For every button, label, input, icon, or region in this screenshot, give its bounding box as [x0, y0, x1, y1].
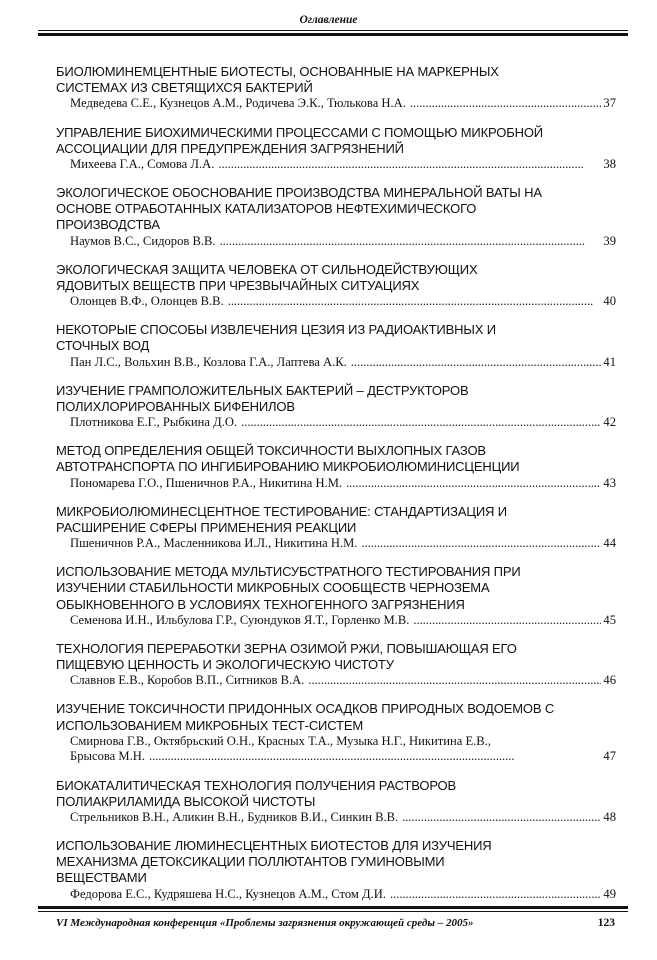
footer-rule — [38, 911, 628, 912]
toc-entry-title: НЕКОТОРЫЕ СПОСОБЫ ИЗВЛЕЧЕНИЯ ЦЕЗИЯ ИЗ РАДИОАКТИВНЫХ И СТОЧНЫХ ВОД — [56, 322, 496, 354]
toc-entry — [56, 383, 616, 431]
footer-conference: VI Международная конференция «Проблемы загрязнения окружающей среды – 2005» — [56, 917, 474, 929]
toc-entry-page: 42 — [603, 415, 616, 430]
toc-entry-authors: Стрельников В.Н., Аликин В.Н., Будников В.И., Синкин В.В. — [70, 809, 399, 824]
toc-entry-line — [56, 673, 616, 689]
toc-entry-page: 39 — [603, 233, 616, 248]
toc-entry-title: ИСПОЛЬЗОВАНИЕ ЛЮМИНЕСЦЕНТНЫХ БИОТЕСТОВ ДЛЯ ИЗУЧЕНИЯ МЕХАНИЗМА ДЕТОКСИКАЦИИ ПОЛЛЮТАНТОВ ГУМИНОВЫМИ ВЕЩЕСТВАМИ — [56, 838, 492, 886]
toc-entry-line — [56, 415, 616, 431]
toc-entry — [56, 701, 616, 765]
toc-entry — [56, 64, 616, 112]
header-rule-thick — [38, 33, 628, 36]
toc-entry — [56, 504, 616, 552]
toc-entry — [56, 564, 616, 628]
table-of-contents — [56, 64, 616, 915]
toc-entry-page: 47 — [603, 749, 616, 764]
dot-leader — [390, 887, 601, 903]
dot-leader — [218, 157, 601, 173]
dot-leader — [351, 355, 602, 371]
dot-leader — [361, 536, 601, 552]
toc-entry-authors: Олонцев В.Ф., Олонцев В.В. — [70, 294, 224, 309]
toc-entry-title: ИЗУЧЕНИЕ ГРАМПОЛОЖИТЕЛЬНЫХ БАКТЕРИЙ – ДЕСТРУКТОРОВ ПОЛИХЛОРИРОВАННЫХ БИФЕНИЛОВ — [56, 382, 469, 414]
toc-entry-authors: Пшеничнов Р.А., Масленникова И.Л., Никитина Н.М. — [70, 536, 358, 551]
toc-entry — [56, 322, 616, 370]
toc-entry-line — [56, 887, 616, 903]
toc-entry-authors: Славнов Е.В., Коробов В.П., Ситников В.А. — [70, 673, 305, 688]
footer-page-number: 123 — [597, 917, 615, 929]
toc-entry-authors: Брысова М.Н. — [70, 749, 145, 764]
toc-entry-page: 48 — [603, 809, 616, 824]
dot-leader — [308, 673, 601, 689]
toc-entry-authors: Наумов В.С., Сидоров В.В. — [70, 233, 216, 248]
toc-entry-page: 37 — [603, 96, 616, 111]
toc-entry-page: 40 — [603, 294, 616, 309]
dot-leader — [346, 476, 601, 492]
toc-entry-line — [56, 536, 616, 552]
toc-entry-line — [56, 613, 616, 629]
toc-entry-page: 44 — [603, 536, 616, 551]
toc-entry — [56, 778, 616, 826]
toc-entry-page: 43 — [603, 475, 616, 490]
toc-entry-title: ЭКОЛОГИЧЕСКАЯ ЗАЩИТА ЧЕЛОВЕКА ОТ СИЛЬНОДЕЙСТВУЮЩИХ ЯДОВИТЫХ ВЕЩЕСТВ ПРИ ЧРЕЗВЫЧАЙНЫХ СИТУАЦИЯХ — [56, 261, 478, 293]
toc-entry-authors: Плотникова Е.Г., Рыбкина Д.О. — [70, 415, 238, 430]
toc-entry-title: МЕТОД ОПРЕДЕЛЕНИЯ ОБЩЕЙ ТОКСИЧНОСТИ ВЫХЛОПНЫХ ГАЗОВ АВТОТРАНСПОРТА ПО ИНГИБИРОВАНИЮ МИКРОБИОЛЮМИНИСЦЕНЦИИ — [56, 443, 520, 475]
toc-entry-title: ТЕХНОЛОГИЯ ПЕРЕРАБОТКИ ЗЕРНА ОЗИМОЙ РЖИ, ПОВЫШАЮЩАЯ ЕГО ПИЩЕВУЮ ЦЕННОСТЬ И ЭКОЛОГИЧЕСКУЮ ЧИСТОТУ — [56, 640, 517, 673]
toc-entry-page: 45 — [603, 612, 616, 627]
toc-entry-authors: Федорова Е.С., Кудряшева Н.С., Кузнецов А.М., Стом Д.И. — [70, 886, 387, 901]
toc-entry-title: ИСПОЛЬЗОВАНИЕ МЕТОДА МУЛЬТИСУБСТРАТНОГО ТЕСТИРОВАНИЯ ПРИ ИЗУЧЕНИИ СТАБИЛЬНОСТИ МИКРОБНЫХ СООБЩЕСТВ ЧЕРНОЗЕМА ОБЫКНОВЕННОГО В УСЛОВИЯХ ТЕХНОГЕННОГО ЗАГРЯЗНЕНИЯ — [56, 564, 521, 612]
toc-entry-authors: Смирнова Г.В., Октябрьский О.Н., Красных Т.А., Музыка Н.Г., Никитина Е.В., — [70, 733, 491, 748]
toc-entry-authors: Пономарева Г.О., Пшеничнов Р.А., Никитина Н.М. — [70, 475, 343, 490]
toc-entry-page: 46 — [603, 673, 616, 688]
dot-leader — [402, 810, 601, 826]
toc-entry-line — [56, 96, 616, 112]
toc-entry-title: МИКРОБИОЛЮМИНЕСЦЕНТНОЕ ТЕСТИРОВАНИЕ: СТАНДАРТИЗАЦИЯ И РАСШИРЕНИЕ СФЕРЫ ПРИМЕНЕНИЯ РЕАКЦИИ — [56, 503, 507, 535]
toc-entry-authors: Михеева Г.А., Сомова Л.А. — [70, 156, 215, 171]
dot-leader — [410, 96, 601, 112]
toc-entry-page: 38 — [603, 156, 616, 171]
toc-entry — [56, 641, 616, 689]
toc-entry — [56, 262, 616, 310]
toc-entry — [56, 838, 616, 902]
toc-entry — [56, 185, 616, 249]
dot-leader — [220, 234, 602, 250]
toc-entry — [56, 443, 616, 491]
header-rule — [38, 30, 628, 31]
dot-leader — [228, 294, 602, 310]
toc-entry-line — [56, 476, 616, 492]
dot-leader — [413, 613, 601, 629]
toc-entry-authors: Семенова И.Н., Ильбулова Г.Р., Суюндуков Я.Т., Горленко М.В. — [70, 612, 410, 627]
dot-leader — [149, 749, 601, 765]
toc-entry-line — [56, 810, 616, 826]
toc-entry-line — [56, 234, 616, 250]
footer-rule-thick — [38, 906, 628, 909]
dot-leader — [241, 415, 601, 431]
toc-entry-title: ЭКОЛОГИЧЕСКОЕ ОБОСНОВАНИЕ ПРОИЗВОДСТВА МИНЕРАЛЬНОЙ ВАТЫ НА ОСНОВЕ ОТРАБОТАННЫХ КАТАЛИЗАТОРОВ НЕФТЕХИМИЧЕСКОГО ПРОИЗВОДСТВА — [56, 185, 542, 233]
toc-entry-title: БИОЛЮМИНЕМЦЕНТНЫЕ БИОТЕСТЫ, ОСНОВАННЫЕ НА МАРКЕРНЫХ СИСТЕМАХ ИЗ СВЕТЯЩИХСЯ БАКТЕРИЙ — [56, 64, 499, 96]
toc-entry-authors: Пан Л.С., Вольхин В.В., Козлова Г.А., Лаптева А.К. — [70, 354, 347, 369]
toc-entry-line — [56, 157, 616, 173]
toc-entry-page: 41 — [603, 354, 616, 369]
running-header: Оглавление — [299, 14, 358, 26]
toc-entry-line — [56, 294, 616, 310]
toc-entry-line — [56, 749, 616, 765]
toc-entry-title: УПРАВЛЕНИЕ БИОХИМИЧЕСКИМИ ПРОЦЕССАМИ С ПОМОЩЬЮ МИКРОБНОЙ АССОЦИАЦИИ ДЛЯ ПРЕДУПРЕЖДЕНИЯ ЗАГРЯЗНЕНИЙ — [56, 124, 543, 156]
toc-entry — [56, 125, 616, 173]
toc-entry-page: 49 — [603, 886, 616, 901]
toc-entry-title: БИОКАТАЛИТИЧЕСКАЯ ТЕХНОЛОГИЯ ПОЛУЧЕНИЯ РАСТВОРОВ ПОЛИАКРИЛАМИДА ВЫСОКОЙ ЧИСТОТЫ — [56, 777, 457, 809]
toc-entry-line — [56, 355, 616, 371]
toc-entry-authors: Медведева С.Е., Кузнецов А.М., Родичева Э.К., Тюлькова Н.А. — [70, 96, 406, 111]
toc-entry-title: ИЗУЧЕНИЕ ТОКСИЧНОСТИ ПРИДОННЫХ ОСАДКОВ ПРИРОДНЫХ ВОДОЕМОВ С ИСПОЛЬЗОВАНИЕМ МИКРОБНЫХ ТЕСТ-СИСТЕМ — [56, 701, 555, 733]
